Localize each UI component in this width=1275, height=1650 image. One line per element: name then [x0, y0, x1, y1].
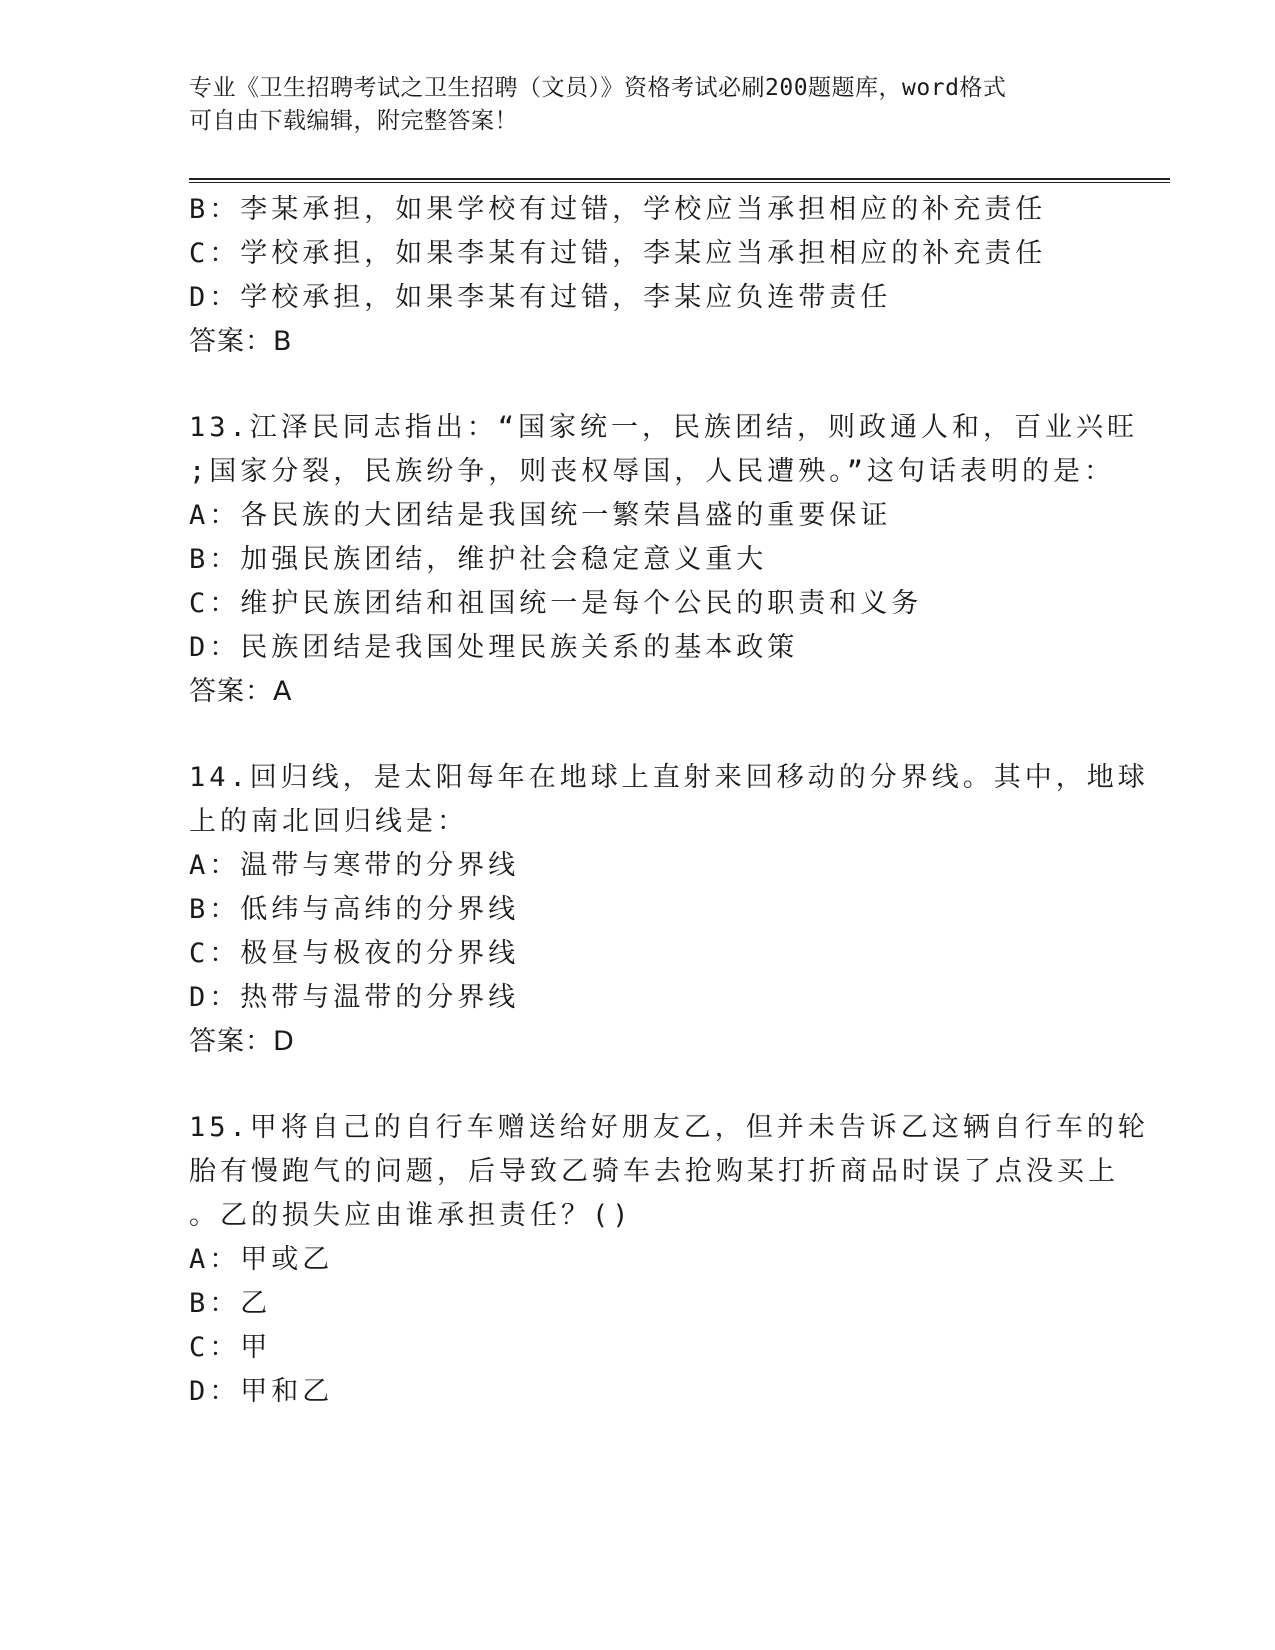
q14-answer: 答案：D — [189, 1026, 295, 1057]
q12-option-d: D：学校承担，如果李某有过错，李某应负连带责任 — [189, 282, 892, 313]
header-line-1: 专业《卫生招聘考试之卫生招聘（文员）》资格考试必刷200题题库，word格式 — [189, 75, 1007, 101]
q15-option-a: A：甲或乙 — [189, 1244, 334, 1275]
q15-option-c: C：甲 — [189, 1332, 272, 1363]
q12-answer: 答案：B — [189, 326, 293, 357]
q14-option-d: D：热带与温带的分界线 — [189, 982, 520, 1013]
q13-option-a: A：各民族的大团结是我国统一繁荣昌盛的重要保证 — [189, 500, 892, 531]
q14-stem-line-1: 14.回归线，是太阳每年在地球上直射来回移动的分界线。其中，地球 — [189, 762, 1149, 793]
q12-option-c: C：学校承担，如果李某有过错，李某应当承担相应的补充责任 — [189, 238, 1047, 269]
header-divider — [189, 178, 1170, 183]
q15-stem-line-3: 。乙的损失应由谁承担责任？() — [189, 1200, 633, 1231]
q13-option-b: B：加强民族团结，维护社会稳定意义重大 — [189, 544, 768, 575]
q15-stem-line-2: 胎有慢跑气的问题，后导致乙骑车去抢购某打折商品时误了点没买上 — [189, 1156, 1119, 1187]
q12-option-b: B：李某承担，如果学校有过错，学校应当承担相应的补充责任 — [189, 194, 1047, 225]
q14-option-b: B：低纬与高纬的分界线 — [189, 894, 520, 925]
q13-option-c: C：维护民族团结和祖国统一是每个公民的职责和义务 — [189, 588, 923, 619]
q13-stem-line-1: 13.江泽民同志指出：“国家统一，民族团结，则政通人和，百业兴旺 — [189, 412, 1139, 443]
q15-stem-line-1: 15.甲将自己的自行车赠送给好朋友乙，但并未告诉乙这辆自行车的轮 — [189, 1112, 1149, 1143]
page-header — [189, 72, 1089, 138]
q13-answer: 答案：A — [189, 676, 293, 707]
q14-option-c: C：极昼与极夜的分界线 — [189, 938, 520, 969]
q14-option-a: A：温带与寒带的分界线 — [189, 850, 520, 881]
q13-stem-line-2: ;国家分裂，民族纷争，则丧权辱国，人民遭殃。”这句话表明的是： — [189, 456, 1116, 487]
header-line-2: 可自由下载编辑，附完整答案！ — [189, 108, 518, 134]
q15-option-b: B：乙 — [189, 1288, 272, 1319]
q15-option-d: D：甲和乙 — [189, 1376, 334, 1407]
q14-stem-line-2: 上的南北回归线是： — [189, 806, 468, 837]
q13-option-d: D：民族团结是我国处理民族关系的基本政策 — [189, 632, 799, 663]
